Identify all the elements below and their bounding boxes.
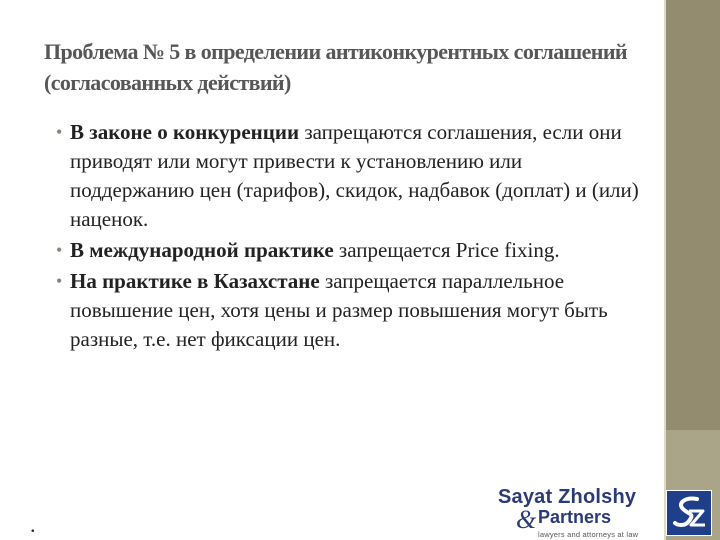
- bullet-icon: •: [56, 240, 63, 260]
- bullet-bold-text: В законе о конкуренции: [70, 120, 300, 144]
- bullet-bold-text: В международной практике: [70, 238, 334, 262]
- logo-line1: Sayat Zholshy: [498, 486, 637, 508]
- bullet-text: запрещается параллельное повышение цен, хотя цены и размер повышения могут быть разные, т.е. нет фиксации цен.: [70, 269, 608, 351]
- bullet-item-international: [48, 236, 648, 265]
- sz-monogram-icon: [666, 490, 712, 536]
- bullet-item-kazakhstan: [48, 267, 648, 354]
- bullet-icon: •: [56, 271, 63, 291]
- stray-dot: .: [30, 512, 36, 537]
- logo-line2: Partners: [538, 507, 612, 527]
- bullet-list: [48, 118, 648, 356]
- bullet-bold-text: На практике в Казахстане: [70, 269, 320, 293]
- company-logo: [498, 486, 720, 540]
- logo-ampersand: &: [516, 505, 537, 534]
- bullet-text: запрещается Price fixing.: [333, 238, 560, 262]
- slide-title: Проблема № 5 в определении антиконкурентных соглашений (согласованных действий): [44, 39, 628, 95]
- logo-tagline: lawyers and attorneys at law: [538, 530, 639, 539]
- bullet-icon: •: [56, 122, 63, 142]
- bullet-item-law: [48, 118, 648, 234]
- bullet-text: запрещаются соглашения, если они приводят или могут привести к установлению или поддержанию цен (тарифов), скидок, надбавок (доплат) и (или) наценок.: [70, 120, 639, 231]
